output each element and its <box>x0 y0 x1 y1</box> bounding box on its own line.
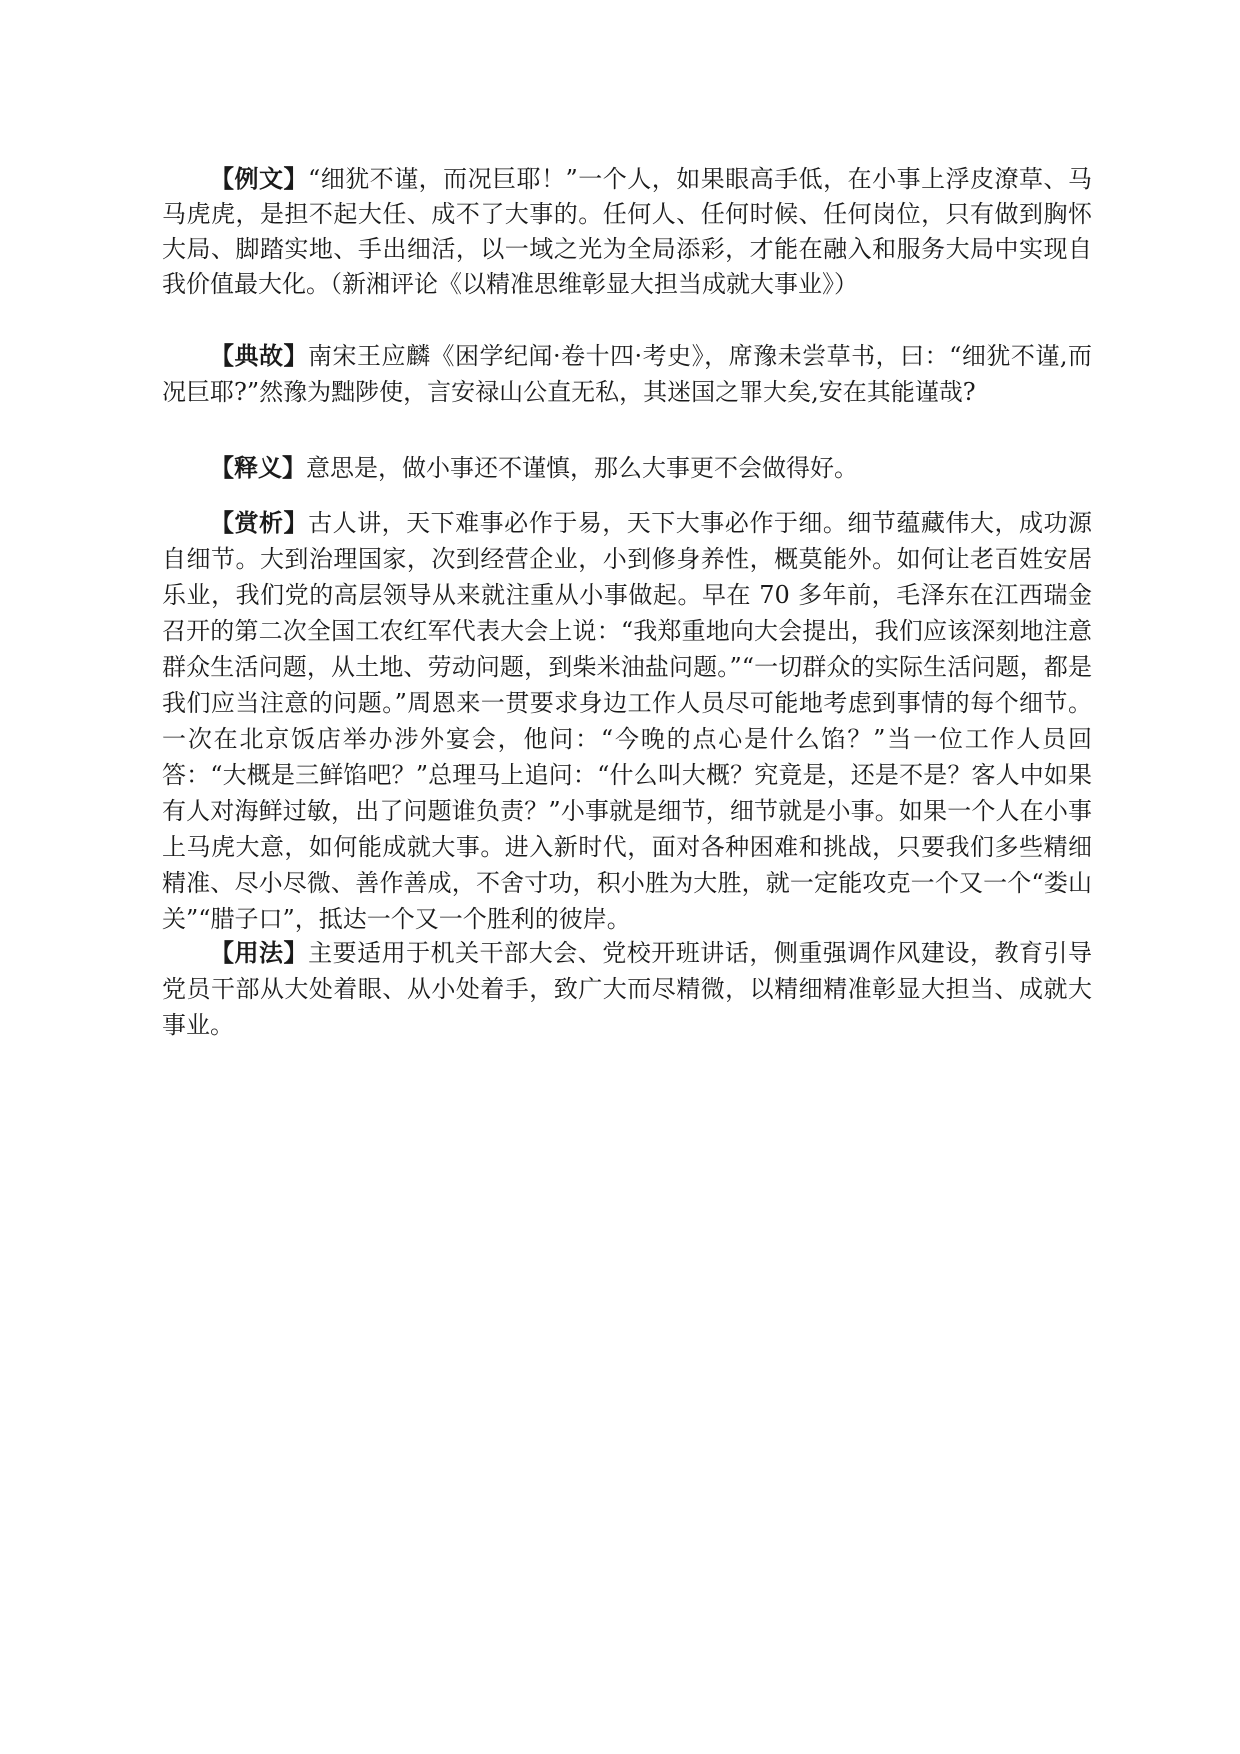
allusion-paragraph <box>162 338 1092 410</box>
analysis-paragraph <box>162 505 1092 937</box>
meaning-paragraph <box>162 450 1092 486</box>
usage-text: 主要适用于机关干部大会、党校开班讲话，侧重强调作风建设，教育引导党员干部从大处着眼、从小处着手，致广大而尽精微，以精细精准彰显大担当、成就大事业。 <box>162 939 1093 1039</box>
meaning-label: 【释义】 <box>210 454 306 482</box>
meaning-text: 意思是，做小事还不谨慎，那么大事更不会做得好。 <box>306 454 858 482</box>
analysis-text: 古人讲，天下难事必作于易，天下大事必作于细。细节蕴藏伟大，成功源自细节。大到治理国家，次到经营企业，小到修身养性，概莫能外。如何让老百姓安居乐业，我们党的高层领导从来就注重从小事做起。早在 70 多年前，毛泽东在江西瑞金召开的第二次全国工农红军代表大会上说：“我郑重地向大会提出，我们应该深刻地注意群众生活问题，从土地、劳动问题，到柴米油盐问题。”“一切群众的实际生活问题，都是我们应当注意的问题。”周恩来一贯要求身边工作人员尽可能地考虑到事情的每个细节。一次在北京饭店举办涉外宴会，他问：“今晚的点心是什么馅？”当一位工作人员回答：“大概是三鲜馅吧？”总理马上追问：“什么叫大概？究竟是，还是不是？客人中如果有人对海鲜过敏，出了问题谁负责？”小事就是细节，细节就是小事。如果一个人在小事上马虎大意，如何能成就大事。进入新时代，面对各种困难和挑战，只要我们多些精细精准、尽小尽微、善作善成，不舍寸功，积小胜为大胜，就一定能攻克一个又一个“娄山关”“腊子口”，抵达一个又一个胜利的彼岸。 <box>162 509 1093 933</box>
allusion-label: 【典故】 <box>210 342 308 370</box>
example-paragraph <box>162 162 1092 302</box>
usage-label: 【用法】 <box>210 939 309 967</box>
usage-paragraph <box>162 935 1092 1043</box>
example-label: 【例文】 <box>210 165 308 193</box>
allusion-text: 南宋王应麟《困学纪闻·卷十四·考史》，席豫未尝草书，曰：“细犹不谨,而况巨耶?”然豫为黜陟使，言安禄山公直无私，其迷国之罪大矣,安在其能谨哉? <box>162 342 1092 406</box>
example-text: “细犹不谨，而况巨耶！”一个人，如果眼高手低，在小事上浮皮潦草、马马虎虎，是担不起大任、成不了大事的。任何人、任何时候、任何岗位，只有做到胸怀大局、脚踏实地、手出细活，以一域之光为全局添彩，才能在融入和服务大局中实现自我价值最大化。 <box>162 165 1093 298</box>
analysis-label: 【赏析】 <box>210 509 309 537</box>
example-source: （新湘评论《以精准思维彰显大担当成就大事业》） <box>330 270 858 298</box>
